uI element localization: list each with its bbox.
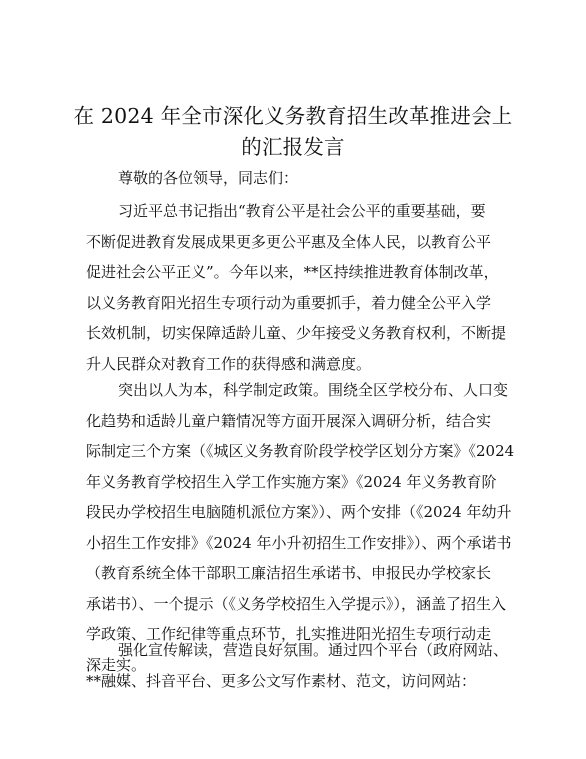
paragraph-line: 年义务教育学校招生入学工作实施方案》《2024 年义务教育阶 xyxy=(86,472,497,491)
paragraph-line: 升人民群众对教育工作的获得感和满意度。 xyxy=(86,354,372,373)
paragraph-3 xyxy=(86,635,526,696)
paragraph-line: 以义务教育阳光招生专项行动为重要抓手，着力健全公平入学 xyxy=(86,293,492,312)
paragraph-1 xyxy=(86,196,526,379)
paragraph-line: 促进社会公平正义”。今年以来，**区持续推进教育体制改革， xyxy=(86,263,499,281)
paragraph-line: 强化宣传解读，营造良好氛围。通过四个平台（政府网站、 xyxy=(118,641,509,659)
paragraph-line: 习近平总书记指出“教育公平是社会公平的重要基础，要 xyxy=(118,202,486,220)
paragraph-line: 承诺书）、一个提示（《义务学校招生入学提示》），涵盖了招生入 xyxy=(86,594,507,613)
paragraph-line: **融媒、抖音平台、更多公文写作素材、范文，访问网站： xyxy=(86,671,477,690)
paragraph-line: （教育系统全体干部职工廉洁招生承诺书、申报民办学校家长 xyxy=(86,564,492,582)
paragraph-line: 突出以人为本，科学制定政策。围绕全区学校分布、人口变 xyxy=(118,381,509,399)
paragraph-line: 深走实。 xyxy=(86,655,147,674)
document-title-line-1: 在 2024 年全市深化义务教育招生改革推进会上 xyxy=(73,104,513,128)
paragraph-line: 际制定三个方案（《城区义务教育阶段学校学区划分方案》《2024 xyxy=(86,442,515,460)
document-title-line-2: 的汇报发言 xyxy=(241,135,345,159)
paragraph-line: 小招生工作安排》《2024 年小升初招生工作安排》）、两个承诺书 xyxy=(86,533,512,552)
paragraph-line: 长效机制，切实保障适龄儿童、少年接受义务教育权利，不断提 xyxy=(86,324,507,342)
paragraph-line: 化趋势和适龄儿童户籍情况等方面开展深入调研分析，结合实 xyxy=(86,411,492,430)
paragraph-line: 段民办学校招生电脑随机派位方案》）、两个安排（《2024 年幼升 xyxy=(86,503,512,521)
paragraph-line: 不断促进教育发展成果更多更公平惠及全体人民，以教育公平 xyxy=(86,232,492,251)
greeting: 尊敬的各位领导，同志们： xyxy=(118,169,299,187)
paragraph-line: 学政策、工作纪律等重点环节，扎实推进阳光招生专项行动走 xyxy=(86,625,492,643)
